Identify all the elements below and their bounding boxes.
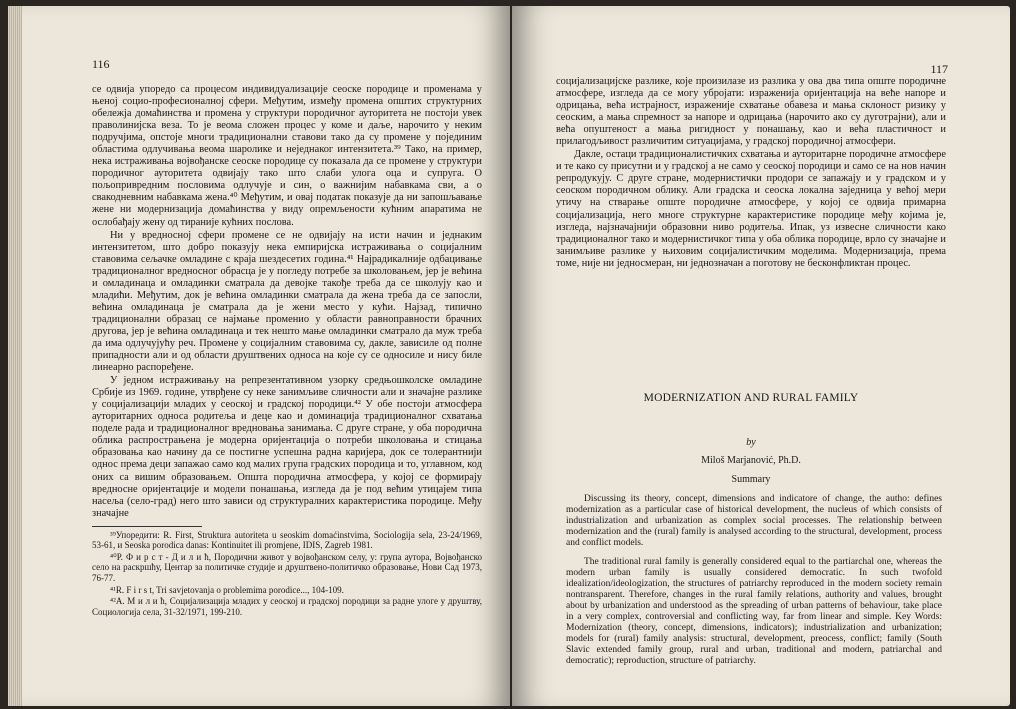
author-name: Miloš Marjanović, Ph.D.	[701, 455, 801, 466]
summary-text	[566, 494, 942, 675]
paragraph: Дакле, остаци традиционалистичких схватања и ауторитарне породичне атмосфере и те како су присутни и у градској а не само у сеоској породици и само се на нов начин репродукују. С друге стране, модернистички продори се запажају и у градском и у сеоском породичном облику. Али градска и сеоска локална заједница у већој мери утичу на стварање опште породичне атмосфере, у којој се одвија примарна социјализација, него многе структурне карактеристике породице међу којима је, изгледа, најзначајнији образовни ниво родитеља. Ипак, уз извесне сличности како традиционалног тако и модернистичког типа у оба облика породице, врло су значајне и занимљиве разлике у њиховим социјалистичким моделима. Модернизација, према томе, није ни једносмеран, ни једнозначан а поготову не бесконфликтан процес.	[556, 149, 946, 269]
footnote-41: ⁴¹R. F i r s t, Tri savjetovanja o problemima porodice..., 104-109.	[110, 584, 344, 595]
english-title: MODERNIZATION AND RURAL FAMILY	[643, 392, 859, 404]
page-number-left: 116	[92, 57, 110, 71]
page-number-right: 117	[930, 62, 948, 76]
footnote-40: ⁴⁰Р. Ф и р с т - Д и л и ћ, Породични живот у војвођанском селу, у: група аутора, Војвођанско село на раскршћу, Центар за политичке студије и друштвено-политичко образовање, Нови Сад 1973, 76-77.	[92, 551, 482, 584]
summary-paragraph: Discussing its theory, concept, dimensions and indicatore of change, the autho: defines modernization as a particular case of historical development, the nucleus of which consists of industrialization and urbanization as complex social processes. The relationship between modernization and the (rural) family is analysed according to the structural, development, process and conflict models.	[566, 494, 942, 548]
paragraph: У једном истраживању на репрезентативном узорку средњошколске омладине Србије из 1969. године, утврђене су неке занимљиве сличности али и значајне разлике у социјализацији младих у сеоској и градској породици.⁴² У обе постоји атмосфера ауторитарних односа родитеља и деце као и доминација традиционалног схватања поделе рада и традиционалног вредновања занимања. С друге стране, у оба породична облика распрострањена је модерна оријентација о потреби школовања и стицања образовања као начину да се постигне успешна радна каријера, док се толерантнији однос према деци запажао само код малих група градских породица и то, углавном, код оних са вишим образовањем. Општа породична атмосфера, у којој се формирају вредносне оријентације и модели понашања, изгледа да је под већим утицајем типа насеља (село-град) него што зависи од структуралних карактеристика породице. Међу значајне	[92, 375, 482, 519]
summary-paragraph: The traditional rural family is generally considered equal to the partiarchal one, whereas the modern urban family is usually considered democratic. In such twofold idealization/ideologization, the structures of patriarchy reproduced in the modern society remain nontransparent. Therefore, changes in the rural family relations, authority and values, brought about by urbanization and understood as the spreading of urban patterns of behaviour, take place in a very complex, controversial and conflicting way, far from linear and simple. Key Words: Modernization (theory, concept, dimensions, indicators); industrialization and urbanization; models for (rural) family analysis: structural, development, preocess, conflict; family (South Slavic extended family group, rural and urban, traditional and modern, patriarchal and democratic); reproduction, structure of patriarchy.	[566, 557, 942, 666]
paragraph: се одвија упоредо са процесом индивидуализације сеоске породице и променама у њеној социо-професионалној сфери. Међутим, између промена општих структурних обележја домаћинства и промена у структури породичног ауторитета не постоји увек праволинијска веза. То је веома сложен процес у коме и даље, нарочито у неким подручјима, опстоје многи традиционални ставови тако да су промене у појединим областима одлучивања веома шаролике и неједнаког интензитета.³⁹ Тако, на пример, нека истраживања војвођанске сеоске породице су показала да се промене у структури породичног ауторитета одвијају тако што слаби улога оца и супруга. О пољопривредним пословима одлучује и син, о важнијим набавкама сви, а о свакодневним набавкама жена.⁴⁰ Међутим, и овај податак показује да ни запошљавање жене ни модернизација домаћинства у виду опремљености кућним апаратима не ослобађају жену од тираније кућних послова.	[92, 84, 482, 228]
byline-by: by	[746, 437, 756, 448]
right-body-text	[556, 76, 946, 270]
footnote-42: ⁴²А. М и л и ћ, Социјализација младих у сеоској и градској породици за радне улоге у друштву, Социологија села, 31-32/1971, 199-210.	[92, 596, 482, 617]
page-edges	[8, 6, 22, 706]
paragraph: социјализацијске разлике, које произилазе из разлика у ова два типа опште породичне атмосфере, изгледа да се могу убројати: израженија оријентација на веће напоре и одрицања, већа истрајност, израженије схватање обавеза и мања склоност ризику у сеоским, а мања спремност за напоре и одрицања (нарочито ако су дуготрајни), али и већа опуштеност а мања ригидност у понашању, као и већа пластичност и прилагодљивост различитим ситуацијама, у градској породичној атмосфери.	[556, 76, 946, 148]
footnote-39: ³⁹Упоредити: R. First, Struktura autoriteta u seoskim domaćinstvima, Sociologija sela, 23-24/1969, 53-61, и Seoska porodica danas: Kontinuitet ili promjene, IDIS, Zagreb 1981.	[92, 529, 482, 551]
paragraph: Ни у вредносној сфери промене се не одвијају на исти начин и једнаким интензитетом, што добро показују нека емпиријска истраживања о социјалним ставовима сељачке омладине с краја шездесетих година.⁴¹ Најрадикалније одбацивање традиционалног вредносног обрасца је у погледу потребе за школовањем, јер је већина и омладинаца и омладинки сматрала да девојке такође треба да се школују као и младићи. Међутим, док је већина омладинки сматрала да жена треба да се запосли, већина омладинаца је сматрала да је жени место у кући. Најзад, типично традиционални образац се најмање променио у области равноправности брачних другова, јер је већина омладинаца и тек нешто мање омладинки сматрало да муж треба да има одлучујућу реч. Промене у социјалним ставовима су, дакле, зависиле од полне припадности али и од области друштвених односа на које су се односиле и нису биле линеарно распоређене.	[92, 229, 482, 374]
summary-heading: Summary	[731, 474, 771, 485]
footnote-rule	[92, 526, 202, 527]
left-body-text	[92, 84, 482, 617]
